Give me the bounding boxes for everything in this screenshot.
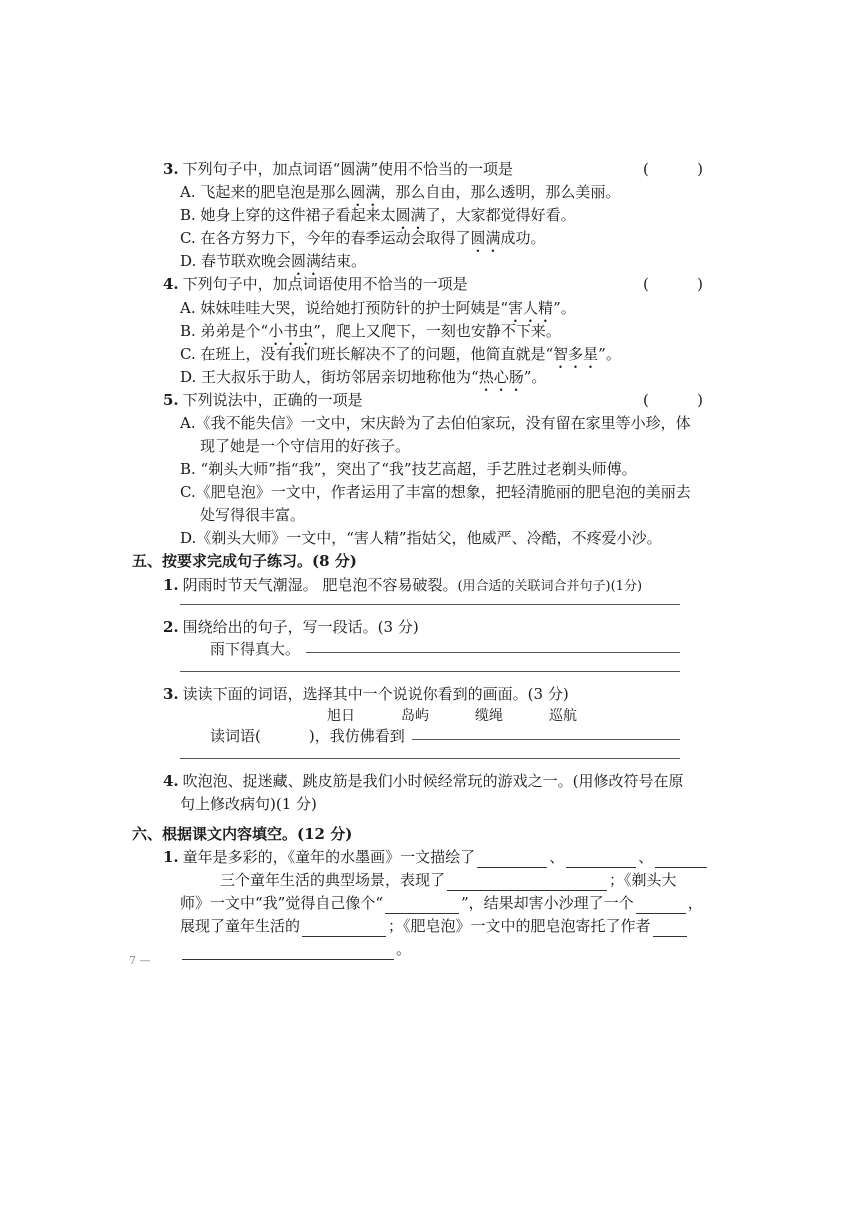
q4-d-dotted-word: 热心肠 (478, 368, 524, 386)
sec5-q4-text: 吹泡泡、捉迷藏、跳皮筋是我们小时候经常玩的游戏之一。(用修改符号在原 (182, 772, 684, 790)
blank[interactable] (566, 851, 636, 868)
blank[interactable] (302, 920, 386, 937)
sec6-l2-a: 三个童年生活的典型场景，表现了 (220, 871, 446, 889)
sec6-l2-b: ；《剃头大 (609, 871, 677, 889)
sec6-l4-a: 展现了童年生活的 (180, 917, 301, 935)
q3-c-dotted-word: 圆满 (470, 229, 501, 247)
q5-option-a-line1: A.《我不能失信》一文中，宋庆龄为了去伯伯家玩，没有留在家里等小珍，体 (180, 414, 691, 432)
sec6-q1-number: 1. (163, 848, 179, 866)
sec5-q3-number: 3. (163, 685, 179, 703)
sep: 、 (638, 848, 654, 866)
sep: 、 (549, 848, 565, 866)
paren-left: ( (643, 391, 649, 409)
q4-b-pre: B. 弟弟是个“ (180, 322, 269, 340)
q5-option-a-line2: 现了她是一个守信用的好孩子。 (200, 437, 411, 455)
sec5-q1 (163, 574, 642, 598)
q4-c-post: ”。 (598, 345, 621, 363)
blank[interactable] (385, 897, 459, 914)
paren-left: ( (643, 160, 649, 178)
page-number-text: 7 (129, 954, 136, 967)
q4-a-dotted-word: 害人精 (508, 299, 554, 317)
sec5-q1-text: 阴雨时节天气潮湿。 肥皂泡不容易破裂。 (182, 576, 458, 594)
sec6-l3-c: ， (687, 894, 703, 912)
sec5-q3-answer-line-2[interactable] (180, 758, 680, 759)
sec6-l4-b: ；《肥皂泡》一文中的肥皂泡寄托了作者 (388, 917, 651, 935)
sec6-q1-line1 (163, 846, 709, 868)
q5-option-d: D.《剃头大师》一文中，“害人精”指姑父，他威严、冷酷，不疼爱小沙。 (180, 529, 662, 547)
section6-title: 六、根据课文内容填空。(12 分) (132, 825, 353, 843)
blank[interactable] (655, 851, 707, 868)
q4-stem-text: 下列句子中，加点词语使用不恰当的一项是 (182, 275, 468, 293)
sec6-l5-end: 。 (396, 940, 412, 958)
word-option: 缆绳 (475, 708, 503, 724)
sec6-q1-line3 (180, 892, 703, 914)
q4-c-pre: C. 在班上，没有我们班长解决不了的问题，他简直就是“ (180, 345, 554, 363)
q3-a-dotted-word: 圆满 (350, 183, 381, 201)
blank[interactable] (447, 874, 607, 891)
paren-right: ) (697, 391, 703, 409)
sec5-q4 (163, 770, 684, 792)
q4-number: 4. (163, 275, 179, 293)
q5-stem (163, 389, 363, 411)
word-option: 旭日 (327, 708, 355, 724)
q5-option-c-line1: C.《肥皂泡》一文中，作者运用了丰富的想象，把轻清脆丽的肥皂泡的美丽去 (180, 483, 691, 501)
section5-title: 五、按要求完成句子练习。(8 分) (132, 552, 357, 570)
paren-right: ) (697, 160, 703, 178)
blank[interactable] (477, 851, 547, 868)
q3-stem (163, 158, 513, 180)
q5-option-b: B. “剃头大师”指“我”，突出了“我”技艺高超，手艺胜过老剃头师傅。 (180, 460, 637, 478)
sec6-l3-b: ”，结果却害小沙理了一个 (461, 894, 634, 912)
q3-c-post: 成功。 (500, 229, 546, 247)
blank[interactable] (636, 897, 686, 914)
q3-a-post: ，那么自由，那么透明，那么美丽。 (380, 183, 621, 201)
sec5-q1-note: (用合适的关联词合并句子)(1分) (457, 579, 643, 594)
q3-stem-text: 下列句子中，加点词语“圆满”使用不恰当的一项是 (182, 160, 514, 178)
q4-d-post: ”。 (523, 368, 547, 386)
q4-c-dotted-word: 智多星 (553, 345, 599, 363)
blank[interactable] (653, 920, 687, 937)
q3-d-dotted-word: 圆满 (291, 252, 322, 270)
paren-right: ) (697, 275, 703, 293)
q4-stem (163, 273, 468, 295)
q3-b-post: 了，大家都觉得好看。 (425, 206, 576, 224)
q5-option-c-line2: 处写得很丰富。 (200, 506, 306, 524)
sec5-q3-word-list (327, 704, 623, 727)
q5-stem-text: 下列说法中，正确的一项是 (182, 391, 363, 409)
sec5-q2 (163, 616, 419, 638)
sec5-q3-prompt-a: 读词语( (210, 727, 261, 745)
q5-number: 5. (163, 391, 179, 409)
sec6-q1-line2 (180, 869, 677, 891)
sec6-l1-text: 童年是多彩的，《童年的水墨画》一文描绘了 (182, 848, 476, 866)
sec6-l3-a: 师》一文中“我”觉得自己像个“ (180, 894, 384, 912)
word-option: 巡航 (549, 708, 577, 724)
sec5-q2-sentence: 雨下得真大。 (210, 640, 301, 658)
sec6-q1-line4 (180, 915, 689, 937)
sec5-q3-prompt (210, 725, 405, 747)
sec5-q2-text: 围绕给出的句子，写一段话。(3 分) (182, 618, 419, 636)
sec5-q1-answer-line[interactable] (180, 604, 680, 605)
q3-c-pre: C. 在各方努力下，今年的春季运动会取得了 (180, 229, 471, 247)
q3-b-pre: B. 她身上穿的这件裙子看起来太 (180, 206, 396, 224)
blank[interactable] (182, 943, 394, 960)
sec5-q2-answer-line-2[interactable] (180, 671, 680, 672)
q3-d-pre: D. 春节联欢晚会 (180, 252, 292, 270)
q3-d-post: 结束。 (321, 252, 367, 270)
sec5-q4-line2: 句上修改病句)(1 分) (180, 795, 317, 813)
sec5-q3-answer-line-1[interactable] (412, 739, 680, 740)
q4-d-pre: D. 王大叔乐于助人，街坊邻居亲切地称他为“ (180, 368, 479, 386)
page-number: 7 — (129, 954, 151, 967)
sec5-q1-number: 1. (163, 576, 179, 594)
q4-a-post: ”。 (553, 299, 576, 317)
sec5-q2-number: 2. (163, 618, 179, 636)
q4-a-pre: A. 妹妹哇哇大哭，说给她打预防针的护士阿姨是“ (180, 299, 509, 317)
sec5-q3-prompt-b: )，我仿佛看到 (308, 727, 405, 745)
word-option: 岛屿 (401, 708, 429, 724)
q3-number: 3. (163, 160, 179, 178)
q3-b-dotted-word: 圆满 (395, 206, 426, 224)
sec6-q1-line5 (180, 938, 411, 960)
q4-b-post: ”，爬上又爬下，一刻也安静不下来。 (313, 322, 561, 340)
blank-continued[interactable] (182, 875, 218, 891)
paren-left: ( (643, 275, 649, 293)
sec5-q2-answer-line-1[interactable] (306, 652, 680, 653)
q4-b-dotted-word: 小书虫 (268, 322, 314, 340)
sec5-q4-number: 4. (163, 772, 179, 790)
sec5-q3 (163, 683, 569, 705)
sec5-q3-text: 读读下面的词语，选择其中一个说说你看到的画面。(3 分) (182, 685, 569, 703)
q3-a-pre: A. 飞起来的肥皂泡是那么 (180, 183, 351, 201)
